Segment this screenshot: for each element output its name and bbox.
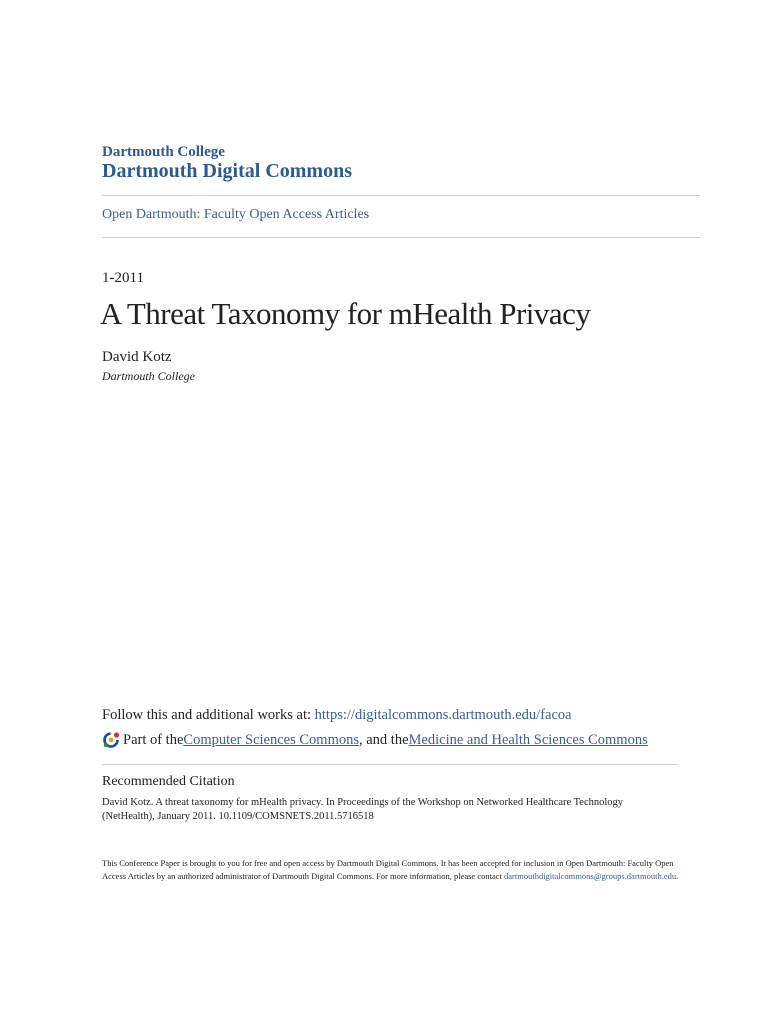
institution-name[interactable]: Dartmouth College (102, 144, 225, 160)
notice-text: This Conference Paper is brought to you for free and open access by Dartmouth Digital Commons. It has been accepted for inclusion in Open Dartmouth: Faculty Open Access Articles by an authorized administrator of Dartmouth Digital Commons. For more information, please contact (102, 858, 674, 881)
citation-heading: Recommended Citation (102, 774, 235, 789)
citation-text: David Kotz. A threat taxonomy for mHealth privacy. In Proceedings of the Workshop on Networked Healthcare Technology (NetHealth), January 2011. 10.1109/COMSNETS.2011.5716518 (102, 797, 624, 822)
notice-suffix: . (676, 870, 679, 881)
follow-url-link[interactable]: https://digitalcommons.dartmouth.edu/facoa (314, 707, 572, 723)
part-of-middle: , and the (359, 731, 409, 748)
medicine-health-sciences-commons-link[interactable]: Medicine and Health Sciences Commons (408, 731, 648, 748)
part-of-line (102, 731, 648, 749)
network-commons-icon (102, 731, 120, 749)
author-name: David Kotz (102, 349, 172, 365)
collection-link[interactable]: Open Dartmouth: Faculty Open Access Articles (102, 207, 370, 222)
header-divider-top (102, 195, 700, 196)
follow-line (102, 707, 572, 724)
publication-date: 1-2011 (102, 270, 144, 286)
contact-email-link[interactable]: dartmouthdigitalcommons@groups.dartmouth.edu (504, 870, 677, 881)
citation-divider (102, 764, 678, 765)
part-of-prefix: Part of the (123, 731, 184, 748)
author-affiliation: Dartmouth College (102, 369, 195, 383)
computer-sciences-commons-link[interactable]: Computer Sciences Commons (183, 731, 359, 748)
access-notice (102, 857, 682, 882)
article-title: A Threat Taxonomy for mHealth Privacy (100, 296, 591, 331)
header-divider-bottom (102, 237, 700, 238)
repository-name[interactable]: Dartmouth Digital Commons (102, 160, 352, 182)
follow-label: Follow this and additional works at: (102, 707, 315, 723)
